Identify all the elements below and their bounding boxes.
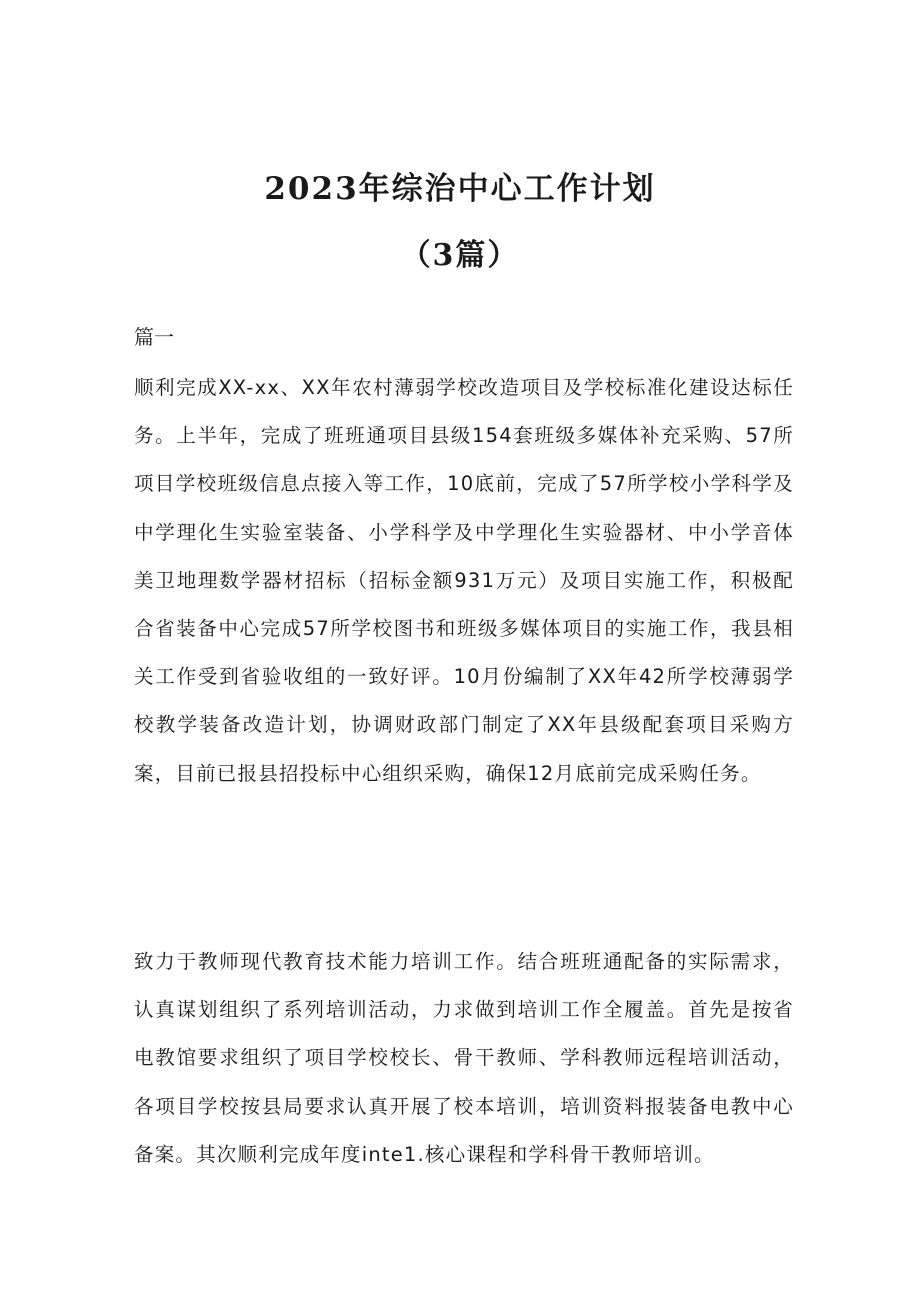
- paragraph: 顺利完成XX-xx、XX年农村薄弱学校改造项目及学校标准化建设达标任务。上半年，完成了班班通项目县级154套班级多媒体补充采购、57所项目学校班级信息点接入等工作，10底前，完成了57所学校小学科学及中学理化生实验室装备、小学科学及中学理化生实验器材、中小学音体美卫地理数学器材招标（招标金额931万元）及项目实施工作，积极配合省装备中心完成57所学校图书和班级多媒体项目的实施工作，我县相关工作受到省验收组的一致好评。10月份编制了XX年42所学校薄弱学校教学装备改造计划，协调财政部门制定了XX年县级配套项目采购方案，目前已报县招投标中心组织采购，确保12月底前完成采购任务。: [134, 376, 794, 785]
- page-subtitle: （3篇）: [400, 238, 520, 273]
- section-label: 篇一: [134, 325, 174, 349]
- paragraph: 致力于教师现代教育技术能力培训工作。结合班班通配备的实际需求，认真谋划组织了系列培训活动，力求做到培训工作全履盖。首先是按省电教馆要求组织了项目学校校长、骨干教师、学科教师远程培训活动，各项目学校按县局要求认真开展了校本培训，培训资料报装备电教中心备案。其次顺利完成年度inte1.核心课程和学科骨干教师培训。: [134, 950, 794, 1166]
- page-title: 2023年综治中心工作计划: [264, 170, 656, 207]
